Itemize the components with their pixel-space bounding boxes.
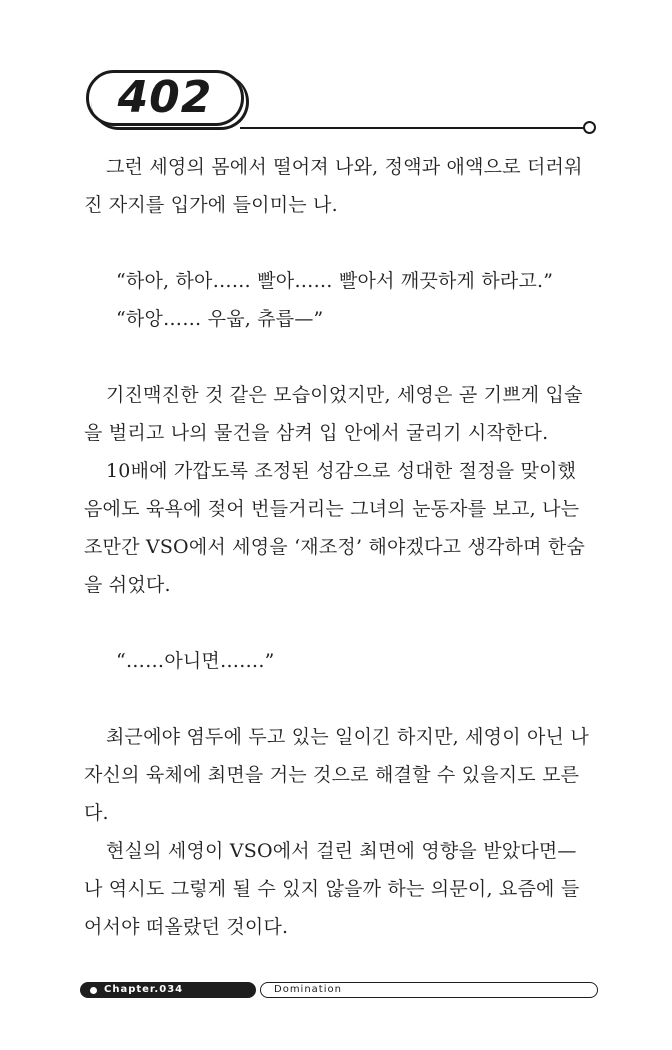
page-header: [0, 0, 672, 140]
dialogue-line: “하앙…… 우웁, 츄릅—”: [116, 308, 324, 330]
chapter-label: Chapter.034: [104, 984, 184, 995]
page-footer: [80, 982, 600, 1000]
paragraph-gap: [84, 604, 594, 642]
paragraph: 그런 세영의 몸에서 떨어져 나와, 정액과 애액으로 더러워진 자지를 입가에 들이미는 나.: [84, 156, 583, 216]
header-rule: [240, 127, 584, 129]
paragraph: 최근에야 염두에 두고 있는 일이긴 하지만, 세영이 아닌 나 자신의 육체에 최면을 거는 것으로 해결할 수 있을지도 모른다.: [84, 726, 589, 824]
paragraph: 10배에 가깝도록 조정된 성감으로 성대한 절정을 맞이했음에도 육욕에 젖어 번들거리는 그녀의 눈동자를 보고, 나는 조만간 VSO에서 세영을 ‘재조정’ 해야겠다고 생각하며 한숨을 쉬었다.: [84, 460, 586, 596]
paragraph-gap: [84, 680, 594, 718]
header-rule-end-dot: [583, 121, 596, 134]
page-number: 402: [117, 72, 213, 123]
paragraph: 현실의 세영이 VSO에서 걸린 최면에 영향을 받았다면—나 역시도 그렇게 될 수 있지 않을까 하는 의문이, 요즘에 들어서야 떠올랐던 것이다.: [84, 840, 580, 938]
paragraph-gap: [84, 338, 594, 376]
body-text: [84, 148, 594, 946]
dialogue-line: “하아, 하아…… 빨아…… 빨아서 깨끗하게 하라고.”: [116, 270, 554, 292]
paragraph: 기진맥진한 것 같은 모습이었지만, 세영은 곧 기쁘게 입술을 벌리고 나의 물건을 삼켜 입 안에서 굴리기 시작한다.: [84, 384, 583, 444]
dialogue-line: “……아니면…….”: [116, 650, 275, 672]
bullet-icon: [90, 987, 97, 994]
paragraph-gap: [84, 224, 594, 262]
book-title: Domination: [274, 984, 342, 995]
